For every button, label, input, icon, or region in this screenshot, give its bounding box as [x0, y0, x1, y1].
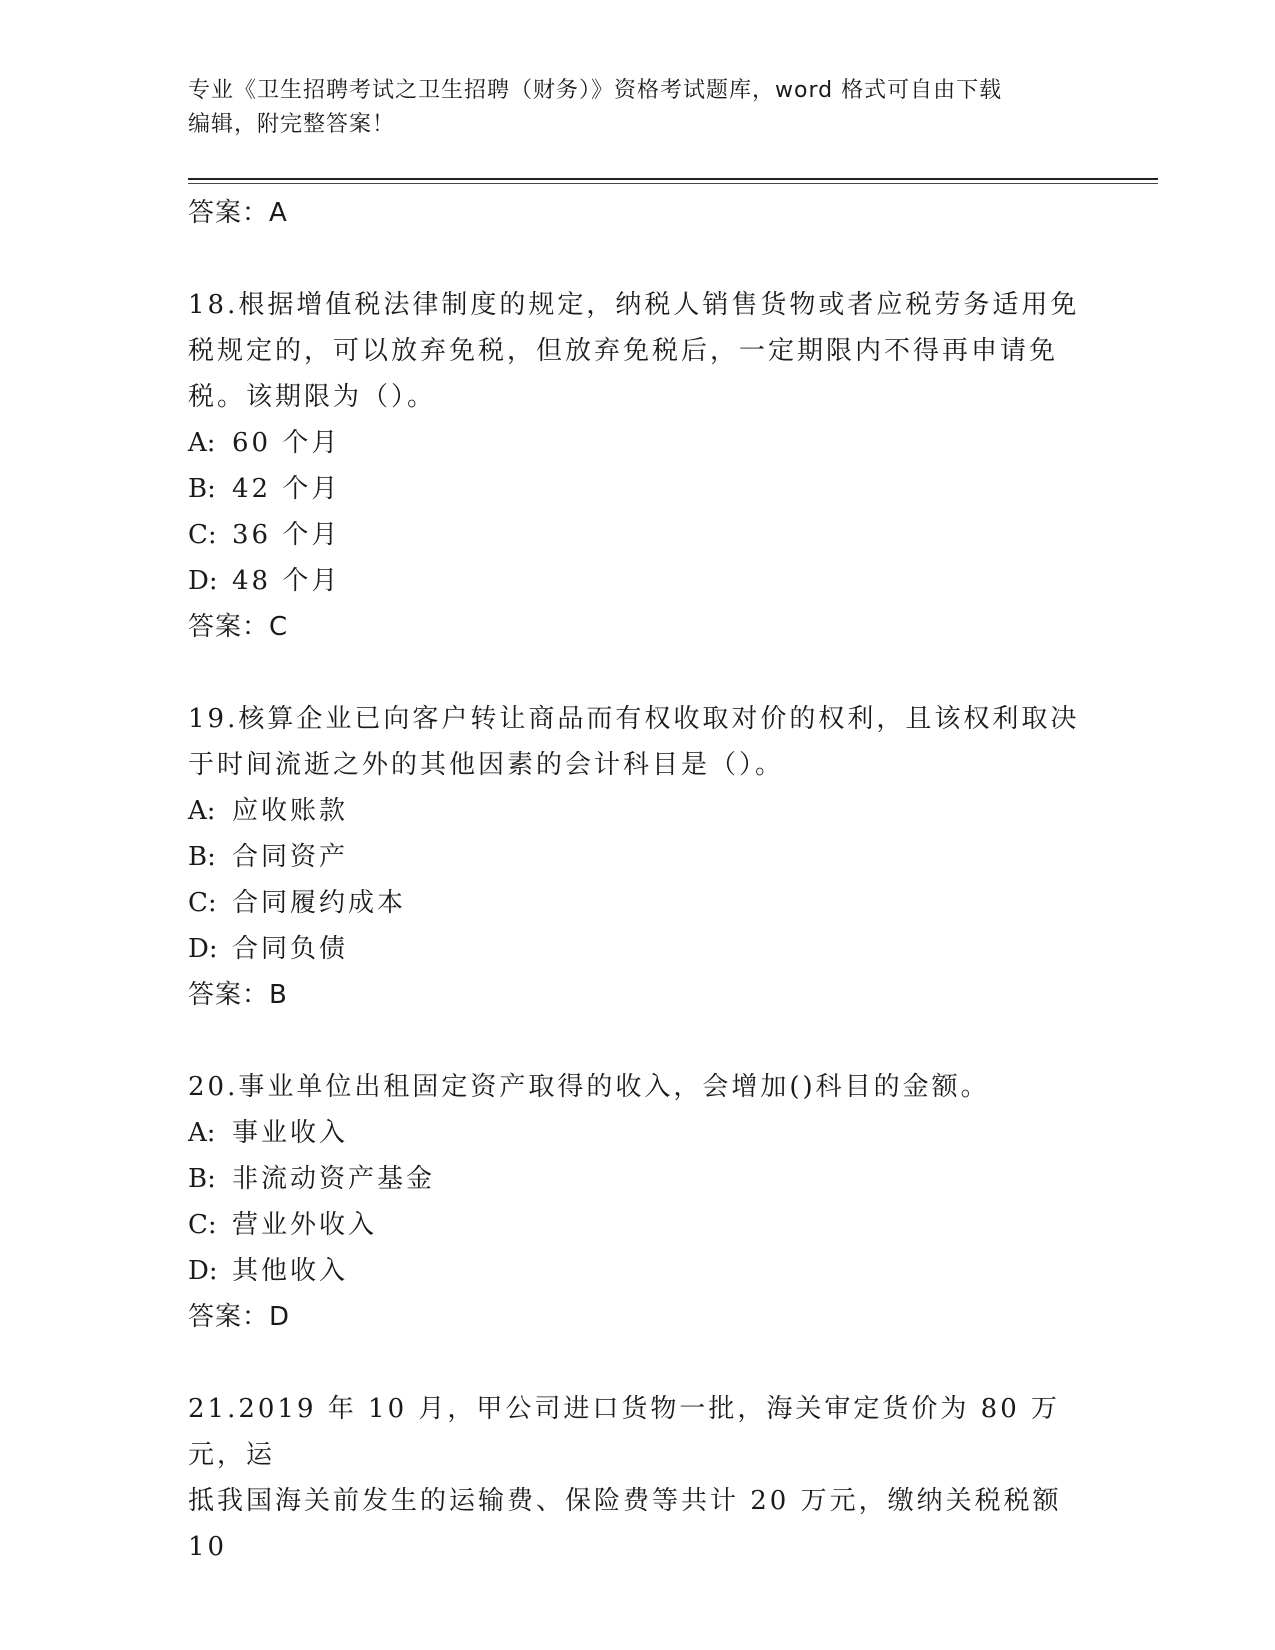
- option-letter: D:: [188, 1256, 218, 1286]
- header-line-1: 专业《卫生招聘考试之卫生招聘（财务）》资格考试题库，word 格式可自由下载: [188, 78, 1003, 103]
- question-text: [188, 1386, 1088, 1570]
- option-d: [188, 926, 1088, 972]
- option-text: 营业外收入: [232, 1210, 378, 1240]
- option-a: [188, 788, 1088, 834]
- question-18: [188, 282, 1088, 650]
- option-letter: C:: [188, 1210, 217, 1240]
- option-letter: D:: [188, 934, 218, 964]
- option-letter: A:: [188, 796, 216, 826]
- question-line: 19.核算企业已向客户转让商品而有权收取对价的权利，且该权利取决: [188, 704, 1080, 734]
- option-text: 合同资产: [232, 842, 349, 872]
- question-line: 税规定的，可以放弃免税，但放弃免税后，一定期限内不得再申请免: [188, 336, 1059, 366]
- answer-line: 答案：B: [188, 980, 288, 1010]
- option-b: [188, 1156, 1088, 1202]
- question-line: 抵我国海关前发生的运输费、保险费等共计 20 万元，缴纳关税税额 10: [188, 1486, 1062, 1562]
- option-text: 其他收入: [232, 1256, 349, 1286]
- option-text: 42 个月: [232, 474, 341, 504]
- question-text: [188, 282, 1088, 420]
- question-list: [188, 190, 1088, 1570]
- question-line: 20.事业单位出租固定资产取得的收入，会增加()科目的金额。: [188, 1072, 990, 1102]
- question-21: [188, 1386, 1088, 1570]
- option-c: [188, 880, 1088, 926]
- question-line: 于时间流逝之外的其他因素的会计科目是（）。: [188, 750, 785, 780]
- header-divider: [188, 178, 1158, 180]
- option-b: [188, 466, 1088, 512]
- option-letter: C:: [188, 520, 217, 550]
- option-letter: B:: [188, 1164, 216, 1194]
- question-text: [188, 696, 1088, 788]
- option-text: 48 个月: [232, 566, 341, 596]
- question-line: 18.根据增值税法律制度的规定，纳税人销售货物或者应税劳务适用免: [188, 290, 1080, 320]
- document-header: [188, 74, 1088, 142]
- header-line-2: 编辑，附完整答案！: [188, 112, 396, 137]
- option-text: 60 个月: [232, 428, 341, 458]
- option-b: [188, 834, 1088, 880]
- option-text: 非流动资产基金: [232, 1164, 436, 1194]
- question-19: [188, 696, 1088, 1018]
- option-a: [188, 1110, 1088, 1156]
- question-text: [188, 1064, 1088, 1110]
- answer-line: 答案：A: [188, 198, 288, 228]
- question-20: [188, 1064, 1088, 1340]
- answer-line: 答案：C: [188, 612, 289, 642]
- question-line: 税。该期限为（）。: [188, 382, 437, 412]
- option-text: 事业收入: [232, 1118, 349, 1148]
- option-c: [188, 512, 1088, 558]
- answer-line: 答案：D: [188, 1302, 291, 1332]
- option-text: 合同履约成本: [232, 888, 407, 918]
- option-letter: A:: [188, 428, 216, 458]
- option-d: [188, 558, 1088, 604]
- option-letter: C:: [188, 888, 217, 918]
- option-letter: B:: [188, 842, 216, 872]
- question-line: 21.2019 年 10 月，甲公司进口货物一批，海关审定货价为 80 万元，运: [188, 1394, 1061, 1470]
- option-a: [188, 420, 1088, 466]
- option-d: [188, 1248, 1088, 1294]
- option-c: [188, 1202, 1088, 1248]
- option-text: 36 个月: [232, 520, 341, 550]
- header-divider-thin: [188, 183, 1158, 184]
- option-letter: B:: [188, 474, 216, 504]
- option-letter: D:: [188, 566, 218, 596]
- option-text: 合同负债: [232, 934, 349, 964]
- option-letter: A:: [188, 1118, 216, 1148]
- option-text: 应收账款: [232, 796, 349, 826]
